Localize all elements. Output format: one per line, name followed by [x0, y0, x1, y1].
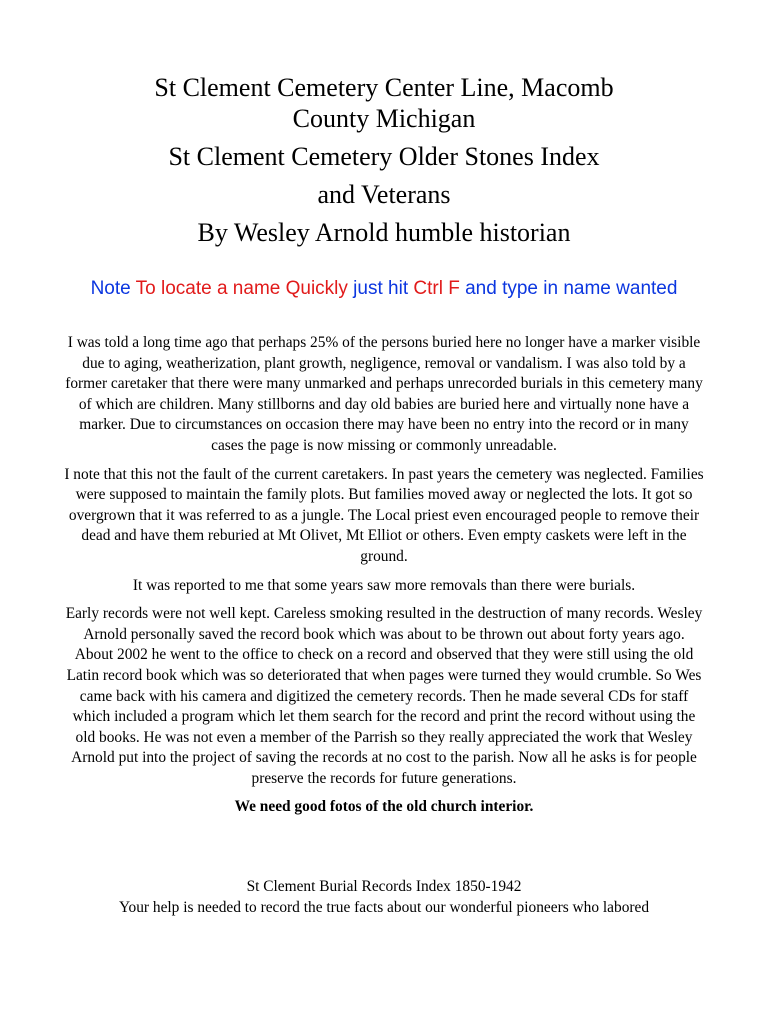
page-subtitle-line-1: St Clement Cemetery Older Stones Index	[168, 142, 600, 171]
index-heading: St Clement Burial Records Index 1850-1942	[246, 878, 522, 895]
note-text-hit: just hit	[347, 278, 414, 299]
page-subtitle-line-2: and Veterans	[317, 180, 451, 209]
note-label: Note	[90, 278, 136, 299]
note-highlight-quickly: To locate a name Quickly	[135, 278, 348, 299]
page-title-line-1: St Clement Cemetery Center Line, Macomb	[154, 73, 614, 102]
page-title-line-2: County Michigan	[292, 104, 476, 133]
index-heading-block	[64, 877, 704, 918]
help-request-text: Your help is needed to record the true facts about our wonderful pioneers who labored	[118, 898, 650, 916]
note-highlight-ctrl-f: Ctrl F	[413, 278, 460, 299]
photo-request: We need good fotos of the old church interior.	[234, 798, 534, 816]
note-text-type-name: and type in name wanted	[459, 278, 678, 299]
paragraph-unmarked-graves: I was told a long time ago that perhaps 25% of the persons buried here no longer have a marker visible due to aging, weatherization, plant growth, negligence, removal or vandalism. I was also told by a former caretaker that there were many unmarked and perhaps unrecorded burials in this cemetery many of which are children. Many stillborns and day old babies are buried here and virtually none have a marker. Due to circumstances on occasion there may have been no entry into the record or in many cases the page is now missing or commonly unreadable.	[65, 334, 703, 454]
paragraph-removals: It was reported to me that some years saw more removals than there were burials.	[132, 576, 636, 594]
search-note	[90, 277, 678, 301]
paragraph-neglect-history: I note that this not the fault of the current caretakers. In past years the cemetery was neglected. Families were supposed to maintain the family plots. But families moved away or neglected the lots. It got so overgrown that it was referred to as a jungle. The Local priest even encouraged people to remove their dead and have them reburied at Mt Olivet, Mt Elliot or others. Even empty caskets were left in the ground.	[64, 465, 704, 565]
body-text	[64, 333, 704, 818]
paragraph-records-saved: Early records were not well kept. Careless smoking resulted in the destruction of many records. Wesley Arnold personally saved the record book which was about to be thrown out about forty years ago. About 2002 he went to the office to check on a record and observed that they were still using the old Latin record book which was so deteriorated that when pages were turned they would crumble. So Wes came back with his camera and digitized the cemetery records. Then he made several CDs for staff which included a program which let them search for the record and print the record without using the old books. He was not even a member of the Parrish so they really appreciated the work that Wesley Arnold put into the project of saving the records at no cost to the parish. Now all he asks is for people preserve the records for future generations.	[65, 605, 703, 787]
author-byline: By Wesley Arnold humble historian	[197, 218, 571, 247]
title-block	[60, 72, 708, 255]
